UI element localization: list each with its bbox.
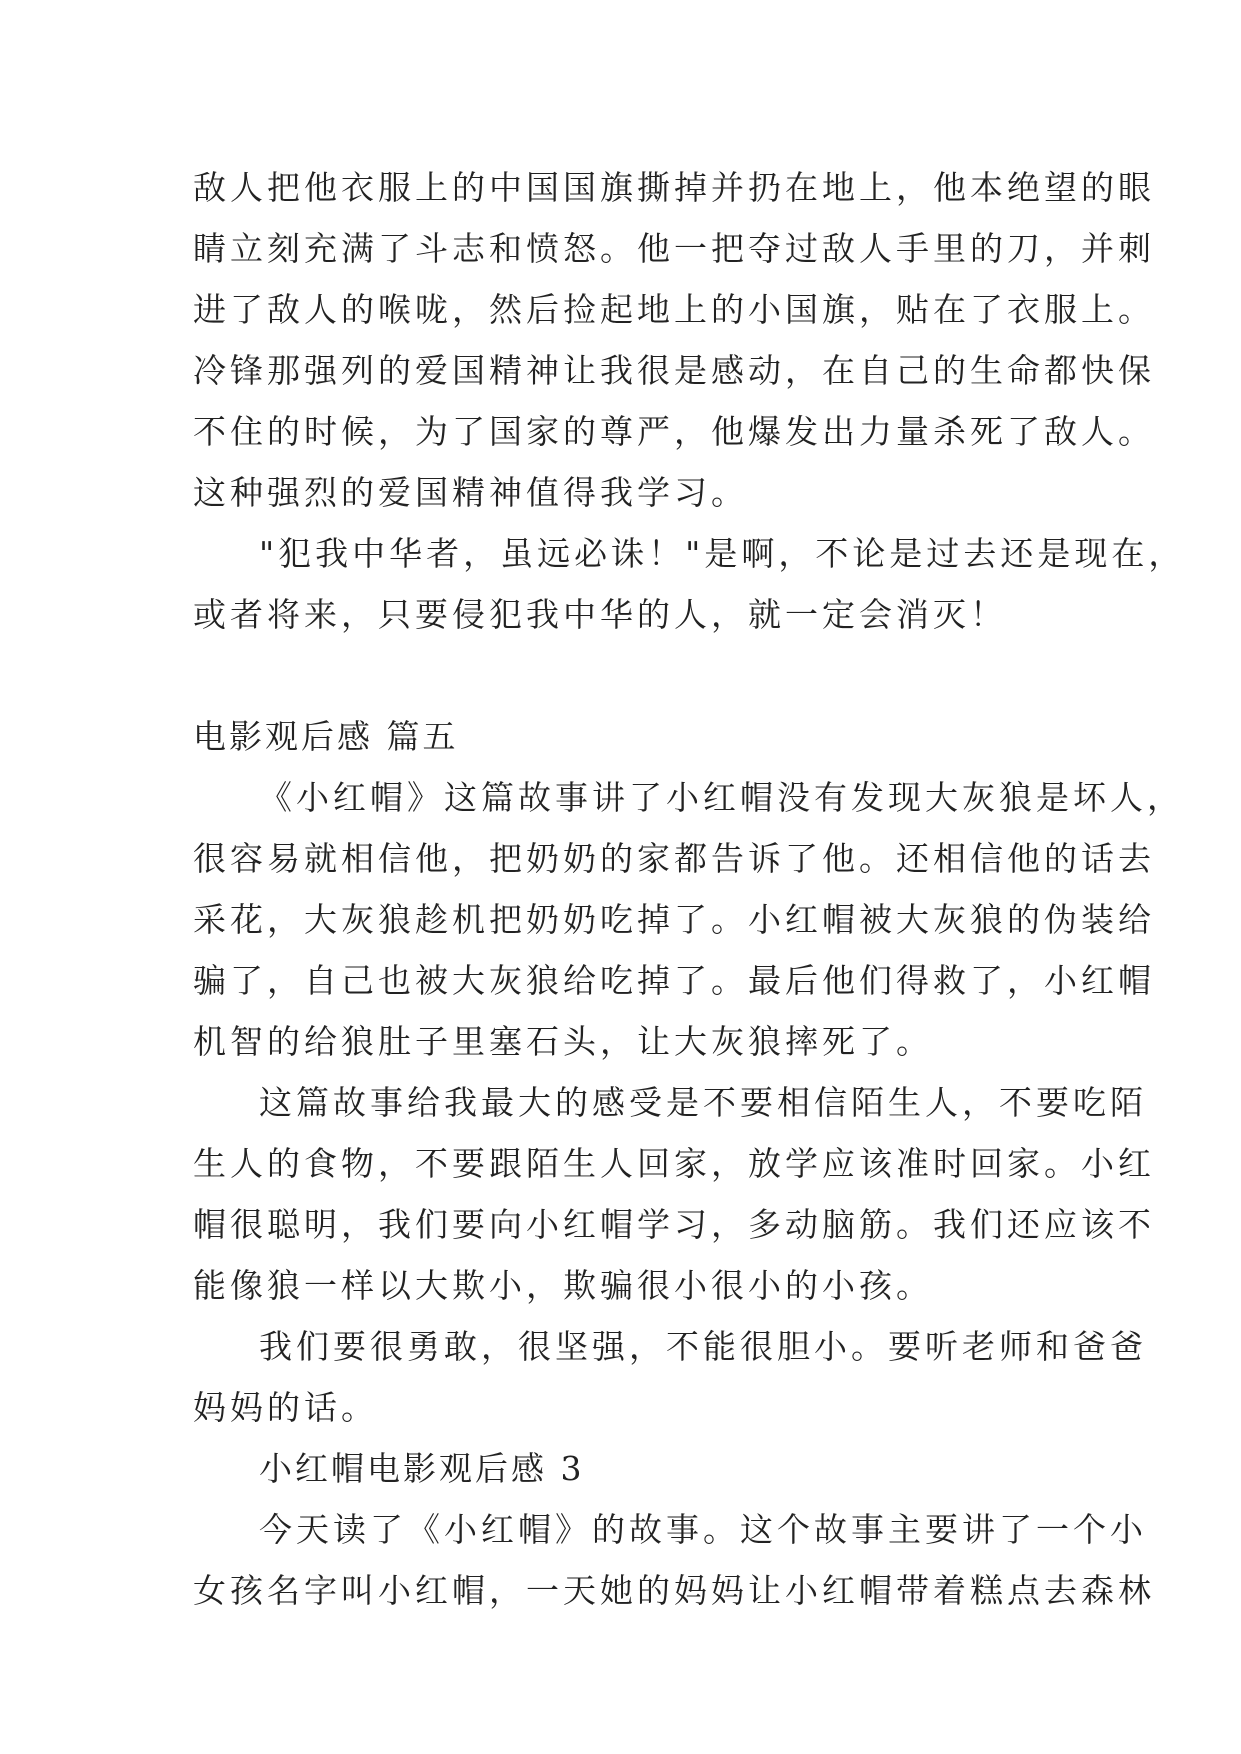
text-line: 机智的给狼肚子里塞石头，让大灰狼摔死了。 xyxy=(193,1022,933,1061)
text-line: 我们要很勇敢，很坚强，不能很胆小。要听老师和爸爸 xyxy=(259,1327,1147,1366)
text-line: 这种强烈的爱国精神值得我学习。 xyxy=(193,473,748,512)
text-line: 能像狼一样以大欺小，欺骗很小很小的小孩。 xyxy=(193,1266,933,1305)
text-line: 今天读了《小红帽》的故事。这个故事主要讲了一个小 xyxy=(259,1510,1147,1549)
text-line: 妈妈的话。 xyxy=(193,1388,378,1427)
text-line: 女孩名字叫小红帽，一天她的妈妈让小红帽带着糕点去森林 xyxy=(193,1571,1155,1610)
section-heading: 电影观后感 篇五 xyxy=(193,717,459,756)
text-line: 帽很聪明，我们要向小红帽学习，多动脑筋。我们还应该不 xyxy=(193,1205,1155,1244)
text-line: "犯我中华者，虽远必诛！"是啊，不论是过去还是现在， xyxy=(259,534,1186,573)
paragraph-brave xyxy=(193,1316,1147,1438)
paragraph-lesson xyxy=(193,1072,1155,1316)
text-line: 冷锋那强列的爱国精神让我很是感动，在自己的生命都快保 xyxy=(193,351,1155,390)
text-line: 敌人把他衣服上的中国国旗撕掉并扔在地上，他本绝望的眼 xyxy=(193,168,1155,207)
text-line: 很容易就相信他，把奶奶的家都告诉了他。还相信他的话去 xyxy=(193,839,1155,878)
text-line: 《小红帽》这篇故事讲了小红帽没有发现大灰狼是坏人， xyxy=(259,778,1184,817)
blank-line xyxy=(193,645,1053,706)
text-line: 骗了，自己也被大灰狼给吃掉了。最后他们得救了，小红帽 xyxy=(193,961,1155,1000)
document-body xyxy=(193,157,1186,1621)
text-line: 或者将来，只要侵犯我中华的人，就一定会消灭！ xyxy=(193,595,1007,634)
text-line: 这篇故事给我最大的感受是不要相信陌生人，不要吃陌 xyxy=(259,1083,1147,1122)
text-line: 睛立刻充满了斗志和愤怒。他一把夺过敌人手里的刀，并刺 xyxy=(193,229,1155,268)
paragraph-quote xyxy=(193,523,1186,645)
text-line: 进了敌人的喉咙，然后捡起地上的小国旗，贴在了衣服上。 xyxy=(193,290,1155,329)
subsection-heading: 小红帽电影观后感 3 xyxy=(259,1449,585,1488)
text-line: 生人的食物，不要跟陌生人回家，放学应该准时回家。小红 xyxy=(193,1144,1155,1183)
text-line: 不住的时候，为了国家的尊严，他爆发出力量杀死了敌人。 xyxy=(193,412,1155,451)
paragraph-story-summary xyxy=(193,767,1184,1072)
paragraph-patriotism xyxy=(193,157,1155,523)
paragraph-reading xyxy=(193,1499,1155,1621)
text-line: 采花，大灰狼趁机把奶奶吃掉了。小红帽被大灰狼的伪装给 xyxy=(193,900,1155,939)
